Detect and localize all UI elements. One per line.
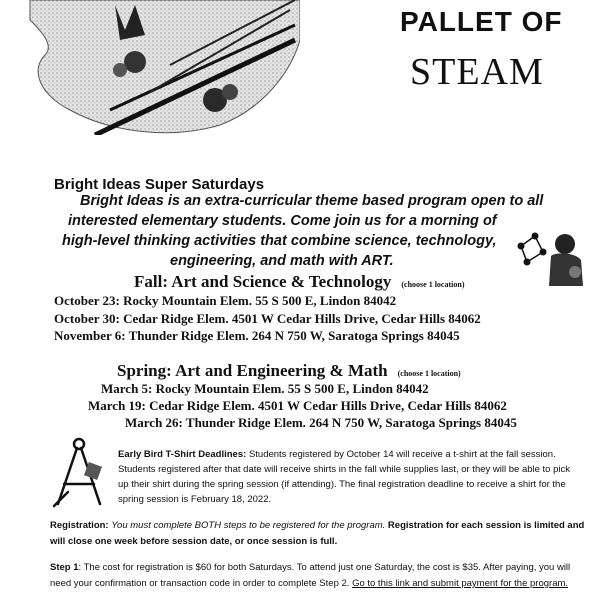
step1-section bbox=[50, 560, 590, 592]
step1-text: : The cost for registration is $60 for both Saturdays. To attend just one Saturday, the cost is $35. After paying, you will need your confirmation or transaction code in order to complete Step 2. bbox=[50, 562, 571, 589]
fall-note: (choose 1 location) bbox=[401, 280, 465, 289]
spring-heading-text: Spring: Art and Engineering & Math bbox=[117, 361, 388, 380]
fall-session-3: November 6: Thunder Ridge Elem. 264 N 750 W, Saratoga Springs 84045 bbox=[54, 328, 460, 343]
spring-session-3: March 26: Thunder Ridge Elem. 264 N 750 W, Saratoga Springs 84045 bbox=[125, 415, 517, 430]
registration-bold: Registration for each session is limited and will close one week before session date, or once session is full. bbox=[50, 520, 585, 547]
program-name: Bright Ideas Super Saturdays bbox=[54, 176, 265, 193]
spring-heading bbox=[117, 361, 461, 381]
fall-session-2: October 30: Cedar Ridge Elem. 4501 W Cedar Hills Drive, Cedar Hills 84062 bbox=[54, 311, 481, 326]
intro-line-1: Bright Ideas is an extra-curricular theme based program open to all bbox=[80, 193, 544, 209]
spring-note: (choose 1 location) bbox=[397, 369, 461, 378]
paint-palette-icon bbox=[0, 0, 300, 135]
fall-heading bbox=[134, 272, 464, 292]
early-bird-section bbox=[118, 447, 580, 507]
drafting-compass-icon bbox=[50, 436, 108, 508]
spring-session-1: March 5: Rocky Mountain Elem. 55 S 500 E, Lindon 84042 bbox=[101, 381, 429, 396]
step1-label: Step 1 bbox=[50, 562, 79, 573]
intro-line-4: engineering, and math with ART. bbox=[170, 253, 394, 269]
spring-session-2: March 19: Cedar Ridge Elem. 4501 W Cedar Hills Drive, Cedar Hills 84062 bbox=[88, 398, 507, 413]
fall-heading-text: Fall: Art and Science & Technology bbox=[134, 272, 392, 291]
registration-label: Registration: bbox=[50, 520, 109, 531]
intro-line-2: interested elementary students. Come join us for a morning of bbox=[68, 213, 497, 229]
early-bird-text: Students registered by October 14 will receive a t-shirt at the fall session. Students registered after that date will receive shirts in the fall while supplies last, or they will be able to pick up their shirt during the spring session (if attending). The final registration deadline to receive a shirt for the spring session is February 18, 2022. bbox=[118, 449, 571, 505]
registration-section bbox=[50, 518, 590, 550]
registration-italic: You must complete BOTH steps to be registered for the program. bbox=[111, 520, 386, 531]
payment-link[interactable]: Go to this link and submit payment for the program. bbox=[352, 578, 569, 589]
fall-session-1: October 23: Rocky Mountain Elem. 55 S 500 E, Lindon 84042 bbox=[54, 293, 397, 308]
intro-line-3: high-level thinking activities that combine science, technology, bbox=[62, 233, 497, 249]
page-title-line2: STEAM bbox=[410, 51, 544, 93]
page-title-line1: PALLET OF bbox=[400, 6, 563, 37]
kids-with-molecule-icon bbox=[513, 226, 591, 288]
early-bird-label: Early Bird T-Shirt Deadlines: bbox=[118, 449, 247, 460]
